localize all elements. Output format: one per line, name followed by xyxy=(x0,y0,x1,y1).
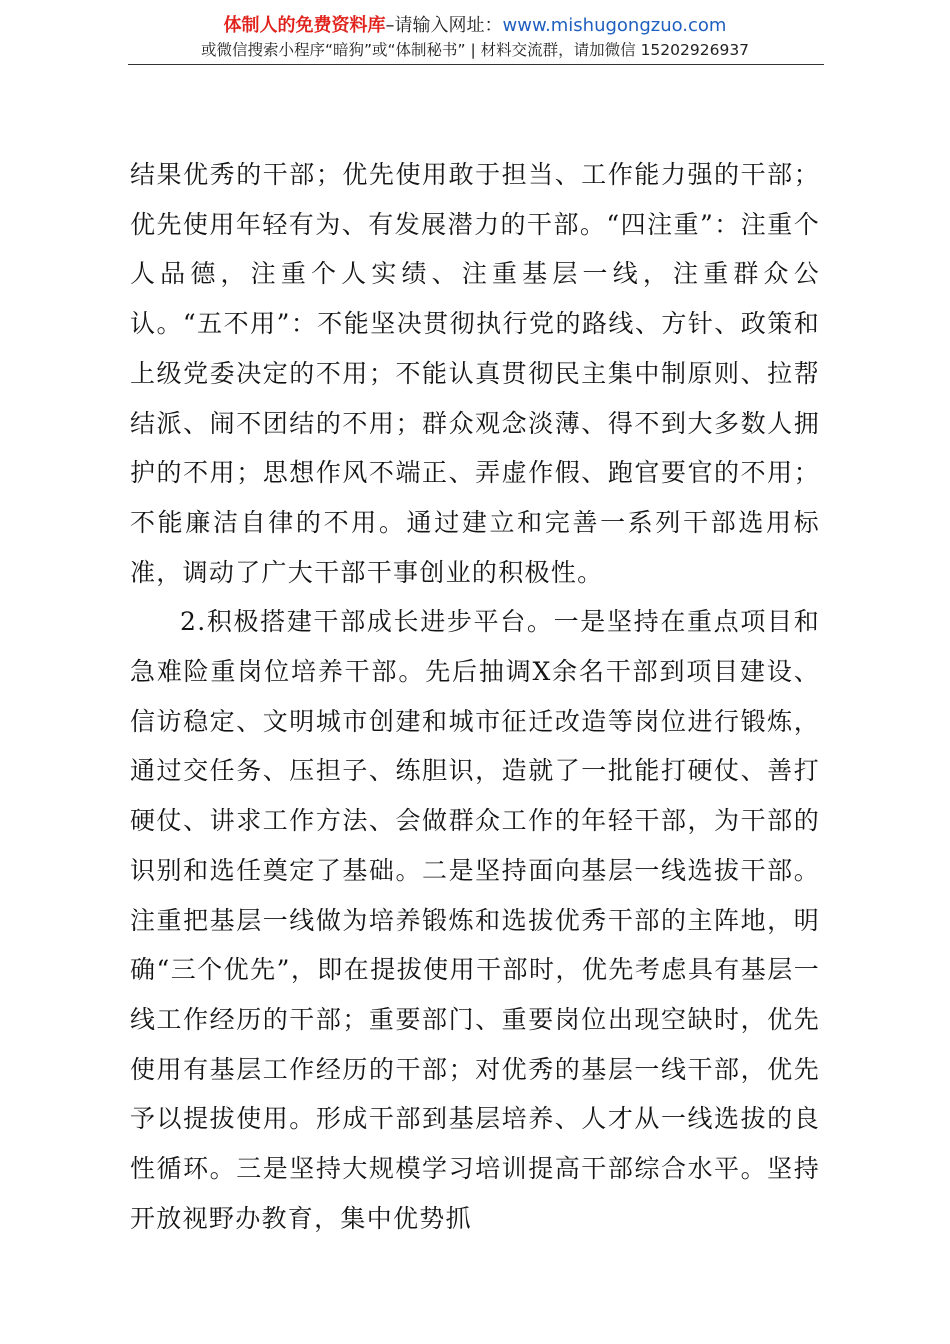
website-link[interactable]: www.mishugongzuo.com xyxy=(502,15,727,36)
url-prompt: –请输入网址： xyxy=(385,15,503,36)
header-divider xyxy=(128,64,824,65)
paragraph-platform: 2.积极搭建干部成长进步平台。一是坚持在重点项目和急难险重岗位培养干部。先后抽调X余名干部到项目建设、信访稳定、文明城市创建和城市征迁改造等岗位进行锻炼，通过交任务、压担子、练胆识，造就了一批能打硬仗、善打硬仗、讲求工作方法、会做群众工作的年轻干部，为干部的识别和选任奠定了基础。二是坚持面向基层一线选拔干部。注重把基层一线做为培养锻炼和选拔优秀干部的主阵地，明确“三个优先”，即在提拔使用干部时，优先考虑具有基层一线工作经历的干部；重要部门、重要岗位出现空缺时，优先使用有基层工作经历的干部；对优秀的基层一线干部，优先予以提拔使用。形成干部到基层培养、人才从一线选拔的良性循环。三是坚持大规模学习培训提高干部综合水平。坚持开放视野办教育，集中优势抓 xyxy=(130,607,820,1233)
header-contact-line: 或微信搜索小程序“暗狗”或“体制秘书” | 材料交流群，请加微信 15202926937 xyxy=(200,41,750,59)
brand-title: 体制人的免费资料库 xyxy=(223,15,386,36)
header-banner xyxy=(0,14,950,38)
document-body xyxy=(130,150,820,1243)
paragraph-continued: 结果优秀的干部；优先使用敢于担当、工作能力强的干部；优先使用年轻有为、有发展潜力的干部。“四注重”：注重个人品德，注重个人实绩、注重基层一线，注重群众公认。“五不用”：不能坚决贯彻执行党的路线、方针、政策和上级党委决定的不用；不能认真贯彻民主集中制原则、拉帮结派、闹不团结的不用；群众观念淡薄、得不到大多数人拥护的不用；思想作风不端正、弄虚作假、跑官要官的不用；不能廉洁自律的不用。通过建立和完善一系列干部选用标准，调动了广大干部干事创业的积极性。 xyxy=(130,160,820,587)
page-header xyxy=(0,0,950,70)
